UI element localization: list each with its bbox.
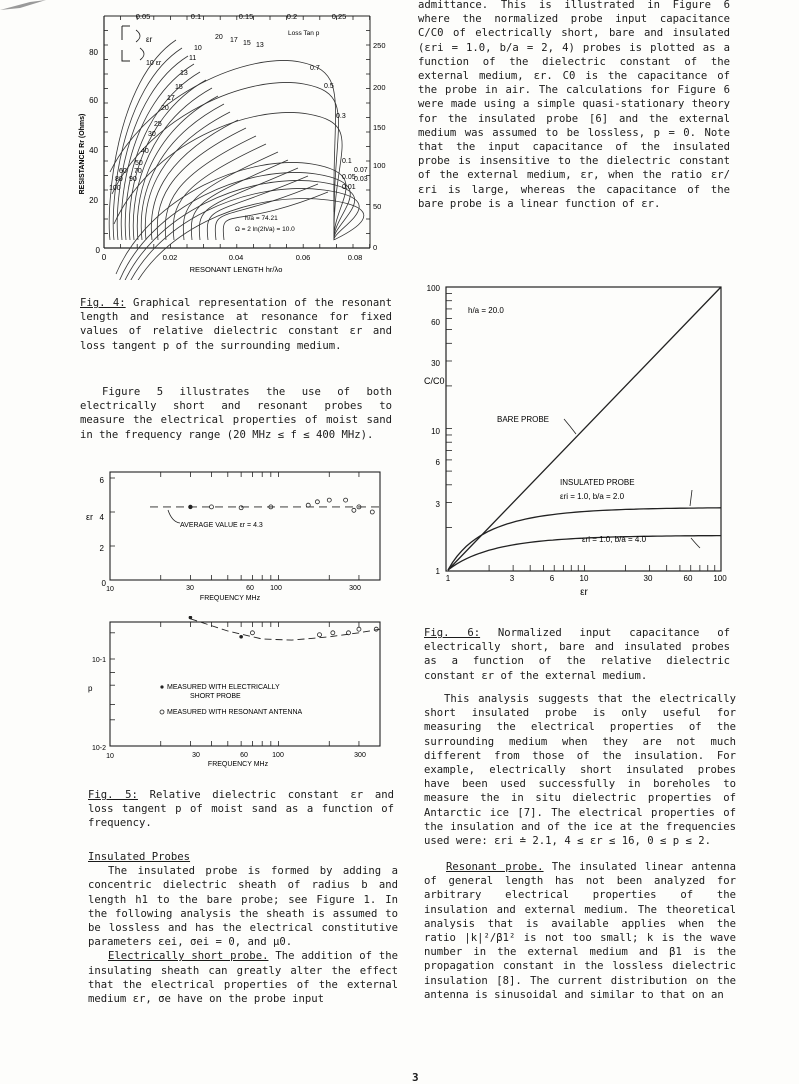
right-top-text [418,0,730,211]
fig5a-point [189,505,193,509]
fig6-y-tick: 3 [435,500,440,509]
fig6-x-tick: 30 [643,574,653,583]
fig5a-point [209,505,213,509]
fig5a-y-tick: 0 [101,579,106,588]
fig5a-point [352,508,356,512]
fig6-x-tick: 60 [683,574,693,583]
fig6-x-tick: 3 [509,574,515,583]
fig4-left-tick: 60 [89,96,98,105]
fig6-x-tick: 6 [549,574,555,583]
fig5a-y-tick: 2 [99,544,104,553]
fig5a-x-tick: 30 [186,585,194,592]
fig5b-legend-2: MEASURED WITH RESONANT ANTENNA [167,709,303,716]
fig4-top-tick: 0.15 [238,12,254,21]
fig4-p-label: 0.7 [310,65,320,72]
fig5b-point-resonant [346,631,350,635]
para-insulated: The insulated probe is formed by adding a concentric dielectric sheath of radius b and length h1 to the bare probe; see Figure 1. In the following analysis the sheath is assumed to be lossless and has the electrical constitutive parameters εei, σei = 0, and μ0. [88,865,398,949]
fig5b-ylabel: p [88,684,93,693]
fig4-eps-label: 13 [180,70,188,77]
fig4-x-tick: 0.04 [228,253,244,262]
fig5a-annotation: AVERAGE VALUE εr = 4.3 [180,522,263,529]
fig6-chart [418,278,738,598]
fig5a-x-tick: 60 [246,585,254,592]
fig6-caption [424,626,730,683]
fig4-right-tick: 0 [373,243,378,252]
fig5b-x-tick: 60 [240,752,248,759]
fig4-left-tick: 20 [89,196,98,205]
fig4-eps-label: 100 [109,185,121,192]
fig6-caption-text: Normalized input capacitance of electrically short, bare and insulated probes as a function of the relative dielectric constant εr of the external medium. [424,627,730,682]
fig4-loss-label: Loss Tan p [288,30,320,37]
fig4-caption-label: Fig. 4: [80,297,126,309]
fig4-top-tick: 0.2 [286,12,298,21]
fig6-bare-label: BARE PROBE [497,415,550,424]
fig4-caption [80,296,392,353]
page-number: 3 [412,1071,419,1084]
fig5b-x-tick: 100 [272,752,284,759]
fig6-y-tick: 6 [435,458,440,467]
fig4-eps-label: 13 [256,42,264,49]
fig5a-ylabel: εr [86,512,94,522]
fig5b-point-resonant [250,631,254,635]
subhead-resonant: Resonant probe. [446,861,544,873]
fig4-caption-text: Graphical representation of the resonant length and resistance at resonance for fixed values of relative dielectric constant εr and loss tangent p of the surrounding medium. [80,297,392,352]
fig5a-point [315,500,319,504]
fig4-eps-label: 30 [148,131,156,138]
fig5b-point-resonant [331,631,335,635]
fig4-x-tick: 0.02 [162,253,178,262]
fig5a-y-tick: 6 [99,476,104,485]
fig6-y-tick: 60 [431,318,440,327]
fig4-xlabel: RESONANT LENGTH hr/λo [189,265,283,274]
fig6-note: h/a = 20.0 [468,306,504,315]
para-analysis [424,692,736,848]
fig5a-x-tick: 10 [106,586,114,593]
fig6-xlabel: εr [580,587,588,598]
para-resonant [424,860,736,1002]
fig4-top-tick: 0.25 [331,12,347,21]
fig4-eps-label: 10 [194,45,202,52]
fig4-p-label: 0.1 [342,158,352,165]
fig6-y-tick: 10 [431,427,440,436]
fig4-eps-label: 11 [189,55,197,62]
fig4-left-tick: 0 [95,246,100,255]
fig4-eps-label: 15 [175,84,183,91]
fig6-x-tick: 100 [713,574,727,583]
fig6-ylabel: C/C0 [424,376,445,386]
fig4-eps-label: 15 [243,40,251,47]
section-heading: Insulated Probes [88,851,191,863]
fig4-eps-label: 20 [215,34,223,41]
fig4-p-label: 0.3 [336,113,346,120]
fig4-chart [70,4,400,280]
fig5b-legend-1: MEASURED WITH ELECTRICALLY [167,684,280,691]
fig5b-point-resonant [357,627,361,631]
fig6-bare-curve [448,287,721,570]
para-resonant-text: The insulated linear antenna of general length has not been analyzed for arbitrary electrical properties of the insulation and external medium. The theoretical analysis that is available applies when the ratio |k|²/β1² is not too small; k is the wave number in the external medium and β1 is the propagation constant in the lossless dielectric insulation [8]. The current distribution on the antenna is sinusoidal and similar to that on an [424,861,736,1001]
fig4-p-label: 0.07 [354,167,368,174]
fig4-left-tick: 40 [89,146,98,155]
fig5-caption-label: Fig. 5: [88,789,138,801]
fig5b-point-resonant [317,633,321,637]
fig5b-y-tick: 10-2 [91,745,106,752]
fig4-eps-label: 90 [129,176,137,183]
fig4-eps-label: 17 [167,95,175,102]
para-analysis-text: This analysis suggests that the electrically short insulated probe is only useful for measuring the electrical properties of the surrounding medium when they are not much different from those of the insulation. For example, electrically short insulated probes have been used successfully in boreholes to measure the in situ dielectric properties of Antarctic ice [7]. The electrical properties of the insulation and of the ice at the frequencies used were: εri ≐ 2.1, 4 ≤ εr ≤ 16, 0 ≤ p ≤ 2. [424,693,736,848]
fig4-left-tick: 80 [89,48,98,57]
fig5b-x-tick: 30 [192,752,200,759]
para-fig5-text: Figure 5 illustrates the use of both electrically short and resonant probes to measure the electrical properties of moist sand in the frequency range (20 MHz ≤ f ≤ 400 MHz). [80,386,392,441]
fig5-caption [88,788,394,831]
fig4-right-tick: 100 [373,161,386,170]
fig5-caption-text: Relative dielectric constant εr and loss tangent p of moist sand as a function of frequency. [88,789,394,830]
fig4-right-tick: 150 [373,123,386,132]
fig5a-xlabel: FREQUENCY MHz [199,595,261,602]
fig4-eps-label: 50 [135,160,143,167]
fig5a-point [239,506,243,510]
fig6-x-tick: 1 [445,574,451,583]
fig4-eps-label: 60 [119,168,127,175]
fig5b-point-short [239,635,243,639]
fig6-x-tick: 10 [579,574,589,583]
fig4-eps-curve [137,96,218,240]
fig5a-chart [80,466,400,606]
fig4-eps-label: 40 [141,148,149,155]
right-top-paragraph: admittance. This is illustrated in Figure 6 where the normalized probe input capacitance C/C0 of electrically short, bare and insulated (εri = 1.0, b/a = 2, 4) probes is plotted as a function of the dielectric constant of the external medium, εr. C0 is the capacitance of the probe in air. The calculations for Figure 6 were made using a simple quasi-stationary theory for the insulated probe [6] and the external medium was assumed to be lossless, p = 0. Note that the input capacitance of the insulated probe is insensitive to the dielectric constant of the external medium, εr, when the ratio εr/εri is large, whereas the capacitance of the bare probe is a linear function of εr. [418,0,730,210]
fig4-inset-10eps: 10 εr [146,60,162,67]
fig4-p-label: 0.5 [324,83,334,90]
fig4-ylabel: RESISTANCE Rr (Ohms) [79,113,86,195]
fig4-eps-label: 70 [134,168,142,175]
fig6-y-tick: 30 [431,359,440,368]
subhead-short: Electrically short probe. [108,950,269,963]
fig5a-point [370,510,374,514]
fig4-inset-eps: εr [146,35,153,44]
fig6-insulated-label: INSULATED PROBE [560,478,635,487]
para-short: The addition of the insulating sheath can greatly alter the effect that the electrical properties of the external medium εr, σe have on the probe input [88,950,399,1006]
fig5a-point [344,498,348,502]
fig4-eps-label: 25 [154,121,162,128]
section-insulated [88,850,398,1006]
fig4-x-tick: 0.06 [295,253,311,262]
fig5a-point [327,498,331,502]
fig4-eps-curve [157,128,246,240]
fig6-y-tick: 1 [435,567,440,576]
fig4-eps-label: 17 [230,37,238,44]
fig6-curve1-label: εri = 1.0, b/a = 2.0 [560,492,625,501]
fig4-right-tick: 250 [373,41,386,50]
fig4-eps-curve [133,88,212,240]
fig4-eps-label: 80 [115,176,123,183]
fig4-x-tick: 0.08 [347,253,363,262]
fig4-eps-curve [165,136,256,240]
para-fig5 [80,385,392,442]
fig4-p-label: 0.05 [342,174,356,181]
fig4-right-tick: 50 [373,202,382,211]
fig6-curve2-label: εri = 1.0, b/a = 4.0 [582,535,647,544]
fig6-caption-label: Fig. 6: [424,627,481,639]
fig5b-legend-1b: SHORT PROBE [190,693,241,700]
fig4-note: h/a = 74.21 [245,215,278,222]
fig4-right-tick: 200 [373,83,386,92]
fig5a-y-tick: 4 [99,513,104,522]
fig5a-x-tick: 100 [270,585,282,592]
scan-mark [0,0,48,14]
fig4-eps-label: 20 [161,105,169,112]
fig5a-x-tick: 300 [349,585,361,592]
fig5b-x-tick: 300 [354,752,366,759]
fig4-p-label: 0.03 [354,176,368,183]
fig6-y-tick: 100 [426,284,440,293]
fig4-x-tick: 0 [101,253,107,262]
fig4-top-tick: 0.1 [190,12,202,21]
fig4-p-label: 0.01 [342,184,356,191]
fig4-note: Ω = 2 ln(2h/a) = 10.0 [235,226,295,233]
fig5b-chart [80,616,400,776]
fig4-top-tick: 0.05 [135,12,151,21]
fig5b-xlabel: FREQUENCY MHz [207,761,269,768]
fig5b-x-tick: 10 [106,753,114,760]
fig5b-y-tick: 10-1 [91,657,106,664]
